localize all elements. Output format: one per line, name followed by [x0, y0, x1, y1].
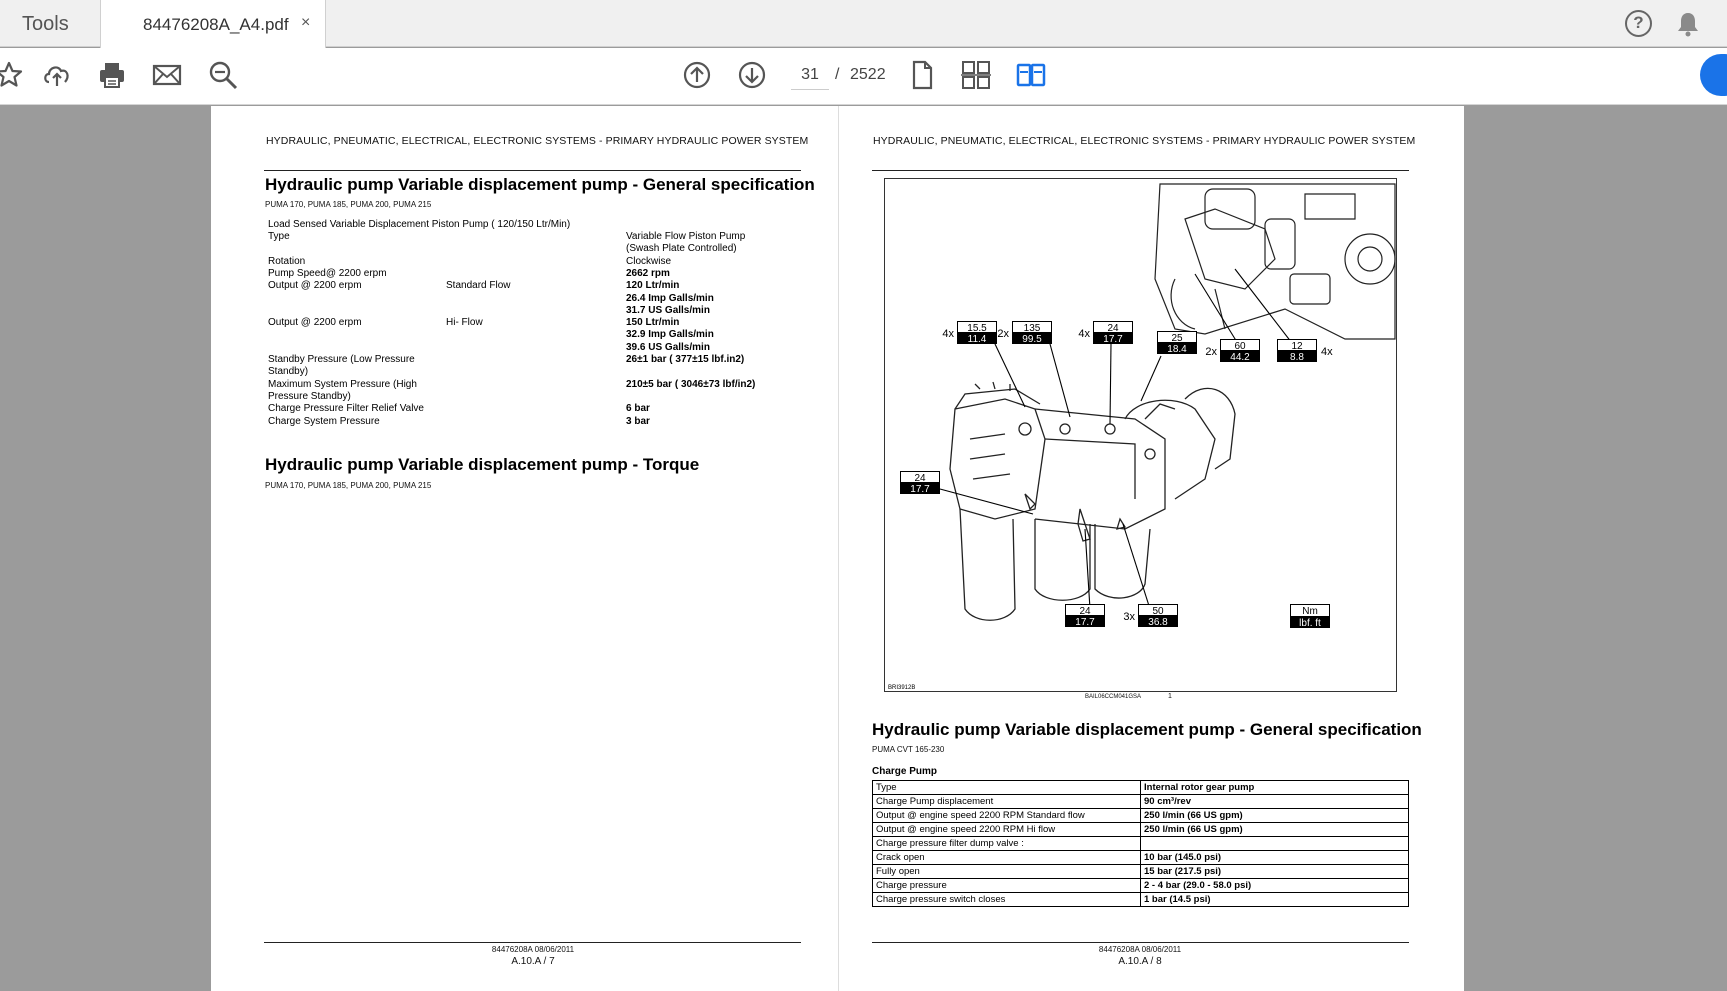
legend-lbf: lbf. ft: [1299, 618, 1321, 629]
torque-nm-value: 24: [914, 473, 926, 484]
single-page-icon[interactable]: [905, 58, 939, 92]
torque-lbf-value: 18.4: [1167, 344, 1187, 355]
footer-code: 84476208A 08/06/2011: [1098, 945, 1182, 954]
page-down-icon[interactable]: [735, 58, 769, 92]
table-cell-value: 90 cm³/rev: [1141, 795, 1409, 809]
table-row: [873, 865, 1409, 879]
spec-label: Charge Pressure Filter Relief Valve: [268, 403, 424, 415]
star-icon[interactable]: [0, 58, 26, 92]
spec-value: 3 bar: [626, 415, 650, 427]
share-icon[interactable]: [1700, 54, 1727, 96]
spec-label: Charge System Pressure: [268, 415, 380, 427]
section-models: PUMA CVT 165-230: [872, 745, 945, 754]
spec-value: 31.7 US Galls/min: [626, 304, 710, 316]
torque-lbf-value: 11.4: [967, 334, 987, 345]
spec-label: Standby Pressure (Low Pressure: [268, 354, 415, 365]
torque-nm-value: 24: [1107, 323, 1119, 334]
page-separator: /: [835, 66, 840, 83]
table-cell-value: 15 bar (217.5 psi): [1141, 865, 1409, 879]
torque-callout: [1277, 339, 1333, 363]
table-cell-label: Output @ engine speed 2200 RPM Hi flow: [873, 823, 1141, 837]
table-cell-value: Internal rotor gear pump: [1141, 781, 1409, 795]
spec-value: 120 Ltr/min: [626, 280, 680, 292]
spec-label: Type: [268, 231, 290, 242]
footer-divider: [264, 942, 801, 943]
torque-callout: [1078, 321, 1133, 345]
spec-flow-type: Standard Flow: [446, 280, 511, 292]
table-row: [873, 809, 1409, 823]
figure-caption-code: BAIL06CCM041GSA: [1085, 694, 1142, 700]
table-cell-label: Charge pressure filter dump valve :: [873, 837, 1141, 851]
table-row: [873, 879, 1409, 893]
table-cell-value: 2 - 4 bar (29.0 - 58.0 psi): [1141, 879, 1409, 893]
spec-value: 210±5 bar ( 3046±73 lbf/in2): [626, 378, 756, 390]
pdf-page-left: [211, 106, 839, 991]
spec-label: Output @ 2200 erpm: [268, 317, 362, 329]
spec-label: Output @ 2200 erpm: [268, 280, 362, 292]
table-cell-value: [1141, 837, 1409, 851]
torque-nm-value: 25: [1171, 333, 1183, 344]
torque-nm-value: 12: [1291, 341, 1303, 352]
spec-value: Clockwise: [626, 255, 672, 267]
figure-ref-code: BRI3912B: [888, 685, 916, 691]
footer-code: 84476208A 08/06/2011: [491, 945, 575, 954]
table-row: [873, 795, 1409, 809]
table-row: [873, 823, 1409, 837]
torque-lbf-value: 36.8: [1148, 617, 1168, 628]
divider: [264, 170, 801, 171]
table-cell-value: 10 bar (145.0 psi): [1141, 851, 1409, 865]
charge-pump-table: [872, 780, 1409, 907]
print-icon[interactable]: [95, 58, 129, 92]
torque-callout: [997, 321, 1052, 345]
footer-divider: [872, 942, 1409, 943]
torque-lbf-value: 17.7: [1103, 334, 1123, 345]
spec-value: Variable Flow Piston Pump: [626, 231, 746, 242]
torque-lbf-value: 44.2: [1230, 352, 1250, 363]
table-cell-label: Fully open: [873, 865, 1141, 879]
table-row: [873, 781, 1409, 795]
torque-lbf-value: 17.7: [1075, 617, 1095, 628]
spec-value: 39.6 US Galls/min: [626, 341, 710, 353]
section-title: Hydraulic pump Variable displacement pump - General specification: [265, 175, 815, 194]
footer-page-number: A.10.A / 8: [1118, 956, 1162, 967]
two-page-icon[interactable]: [1014, 58, 1048, 92]
torque-nm-value: 135: [1023, 323, 1041, 334]
table-cell-label: Charge pressure: [873, 879, 1141, 893]
tab-bar: [0, 0, 1727, 47]
torque-callout: [942, 321, 997, 345]
footer-page-number: A.10.A / 7: [511, 956, 555, 967]
help-icon[interactable]: ?: [1625, 10, 1652, 37]
table-cell-label: Output @ engine speed 2200 RPM Standard flow: [873, 809, 1141, 823]
torque-multiplier: 2x: [1205, 346, 1217, 358]
page-up-icon[interactable]: [680, 58, 714, 92]
spec-value: 26±1 bar ( 377±15 lbf.in2): [626, 354, 745, 365]
table-cell-value: 1 bar (14.5 psi): [1141, 893, 1409, 907]
table-cell-label: Charge pressure switch closes: [873, 893, 1141, 907]
torque-multiplier: 4x: [942, 328, 954, 340]
upload-icon[interactable]: [40, 58, 74, 92]
spec-value: 150 Ltr/min: [626, 317, 680, 329]
spec-value: 6 bar: [626, 403, 650, 415]
torque-callout: [1205, 339, 1260, 363]
torque-nm-value: 50: [1152, 606, 1164, 617]
running-head: HYDRAULIC, PNEUMATIC, ELECTRICAL, ELECTRONIC SYSTEMS - PRIMARY HYDRAULIC POWER SYSTEM: [266, 135, 809, 147]
spec-label: Maximum System Pressure (High: [268, 378, 417, 390]
section-title-torque: Hydraulic pump Variable displacement pump - Torque: [265, 455, 700, 474]
torque-callout: [1157, 331, 1197, 355]
torque-nm-value: 15.5: [967, 323, 987, 334]
spec-value: 2662 rpm: [626, 267, 670, 279]
spec-value: 26.4 Imp Galls/min: [626, 292, 714, 304]
zoom-icon[interactable]: [206, 58, 240, 92]
spec-value: (Swash Plate Controlled): [626, 243, 737, 255]
toolbar: [0, 48, 1727, 105]
bell-icon[interactable]: [1676, 11, 1700, 37]
spec-label-cont: Standby): [268, 366, 309, 378]
table-row: [873, 893, 1409, 907]
mail-icon[interactable]: [150, 58, 184, 92]
torque-nm-value: 24: [1079, 606, 1091, 617]
torque-lbf-value: 17.7: [910, 484, 930, 495]
spec-label: Rotation: [268, 255, 306, 267]
table-cell-label: Crack open: [873, 851, 1141, 865]
table-cell-value: 250 l/min (66 US gpm): [1141, 809, 1409, 823]
section-models: PUMA 170, PUMA 185, PUMA 200, PUMA 215: [265, 200, 432, 209]
section-models: PUMA 170, PUMA 185, PUMA 200, PUMA 215: [265, 481, 432, 490]
torque-multiplier: 2x: [997, 328, 1009, 340]
torque-lbf-value: 99.5: [1022, 334, 1042, 345]
table-row: [873, 837, 1409, 851]
torque-nm-value: 60: [1234, 341, 1246, 352]
tab-document[interactable]: [100, 0, 326, 48]
spec-value: 32.9 Imp Galls/min: [626, 329, 714, 341]
pdf-page-right: [838, 106, 1464, 991]
page-total: 2522: [850, 66, 886, 83]
torque-callout: [900, 471, 940, 495]
table-cell-label: Charge Pump displacement: [873, 795, 1141, 809]
two-page-scroll-icon[interactable]: [959, 58, 993, 92]
table-row: [873, 851, 1409, 865]
spec-heading: Load Sensed Variable Displacement Piston Pump ( 120/150 Ltr/Min): [268, 219, 571, 230]
table-cell-value: 250 l/min (66 US gpm): [1141, 823, 1409, 837]
table-cell-label: Type: [873, 781, 1141, 795]
tab-tools[interactable]: Tools: [22, 13, 69, 35]
torque-callout: [1123, 604, 1178, 628]
divider: [872, 170, 1409, 171]
spec-label: Pump Speed@ 2200 erpm: [268, 267, 387, 279]
torque-multiplier: 3x: [1123, 611, 1135, 623]
pump-torque-diagram: [884, 178, 1397, 692]
spec-label-cont: Pressure Standby): [268, 390, 351, 402]
tab-document-label: 84476208A_A4.pdf: [143, 15, 289, 34]
section-title: Hydraulic pump Variable displacement pump - General specification: [872, 720, 1422, 739]
torque-multiplier: 4x: [1321, 346, 1333, 358]
legend-nm: Nm: [1302, 606, 1318, 617]
torque-multiplier: 4x: [1078, 328, 1090, 340]
spec-flow-type: Hi- Flow: [446, 317, 483, 329]
table-heading: Charge Pump: [872, 766, 938, 777]
close-tab-icon[interactable]: ×: [301, 14, 311, 31]
figure-caption-number: 1: [1168, 693, 1172, 700]
torque-lbf-value: 8.8: [1290, 352, 1304, 363]
running-head: HYDRAULIC, PNEUMATIC, ELECTRICAL, ELECTRONIC SYSTEMS - PRIMARY HYDRAULIC POWER SYSTEM: [873, 135, 1416, 147]
torque-callout: [1065, 604, 1105, 628]
page-number-input[interactable]: 31: [791, 60, 829, 90]
